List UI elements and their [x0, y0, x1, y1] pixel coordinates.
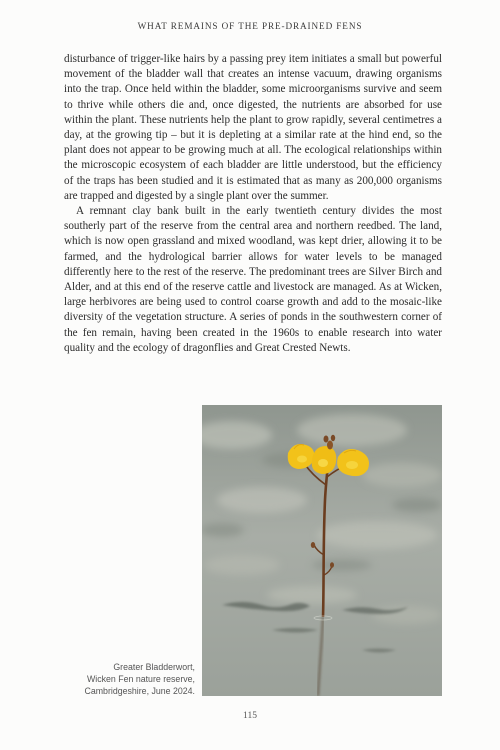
caption-line-3: Cambridgeshire, June 2024.	[84, 686, 195, 696]
bladderwort-photo	[202, 405, 442, 696]
caption-line-1: Greater Bladderwort,	[113, 662, 195, 672]
running-head: WHAT REMAINS OF THE PRE-DRAINED FENS	[137, 21, 363, 31]
caption-line-2: Wicken Fen nature reserve,	[86, 674, 195, 684]
body-text	[64, 52, 442, 356]
paragraph-1: disturbance of trigger-like hairs by a passing prey item initiates a small but powerful movement of the bladder wall that creates an intense vacuum, drawing organisms into the trap. Once held within the bladder, some microorganisms survive and seem to thrive while others die and, once digested, the nutrients are absorbed for use within the plant. These nutrients help the plant to grow rapidly, several centimetres a day, at the growing tip – but it is depleting at a similar rate at the hind end, so the plant does not appear to be growing much at all. The ecological relationships within the microscopic ecosystem of each bladder are little understood, but the efficiency of the traps has been studied and it is estimated that as many as 200,000 organisms are trapped and digested by a single plant over the summer.	[64, 53, 442, 202]
photo-caption	[64, 661, 195, 697]
page-number: 115	[243, 711, 257, 721]
paragraph-2: A remnant clay bank built in the early twentieth century divides the most southerly part of the reserve from the central area and northern reedbed. The land, which is now open grassland and mixed woodland, was kept drier, allowing it to be farmed, and the hydrological barrier allows for water levels to be managed differently here to the rest of the reserve. The predominant trees are Silver Birch and Alder, and at this end of the reserve cattle and livestock are managed. As at Wicken, large herbivores are being used to control coarse growth and add to the mosaic-like diversity of the vegetation structure. A series of ponds in the southwestern corner of the fen remain, having been created in the 1960s to enable research into water quality and the ecology of dragonflies and Great Crested Newts.	[64, 205, 442, 354]
